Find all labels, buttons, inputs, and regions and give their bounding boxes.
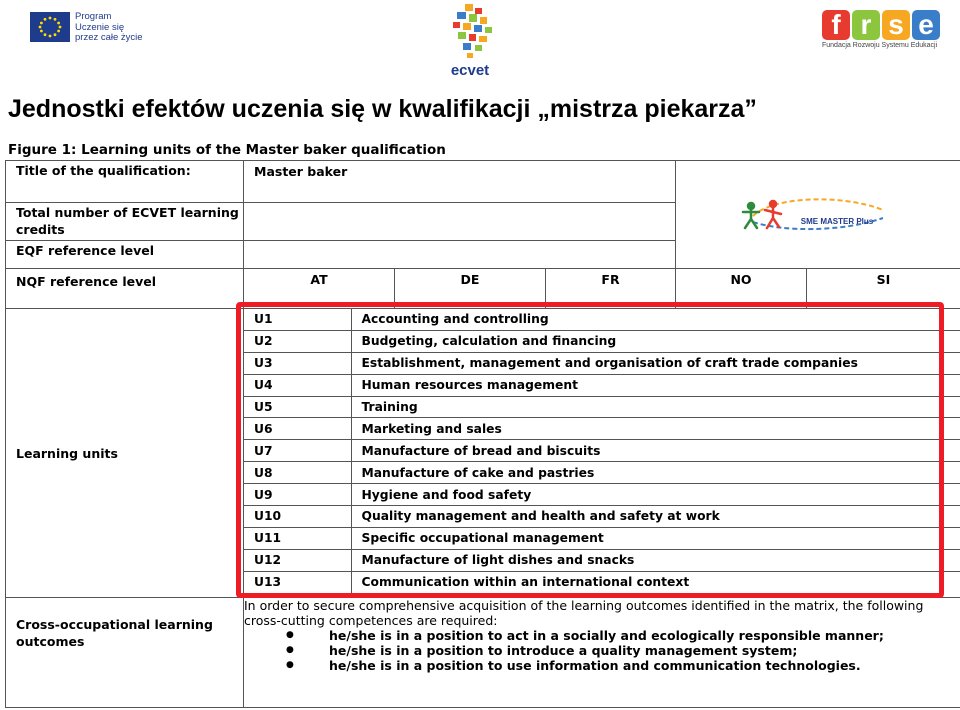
eu-flag-icon <box>30 12 70 42</box>
learning-unit-row <box>244 352 960 374</box>
learning-unit-name: Manufacture of light dishes and snacks <box>351 549 960 571</box>
cross-occupational-cell <box>244 598 960 708</box>
credits-value <box>244 203 676 241</box>
learning-unit-name: Specific occupational management <box>351 527 960 549</box>
cross-occupational-label: Cross-occupational learning outcomes <box>6 598 244 708</box>
learning-unit-code: U4 <box>244 374 351 396</box>
ecvet-mosaic-icon <box>453 4 492 58</box>
learning-unit-row <box>244 571 960 592</box>
learning-unit-code: U6 <box>244 418 351 440</box>
nqf-column-fr: FR <box>546 269 676 309</box>
title-label: Title of the qualification: <box>6 161 244 203</box>
learning-unit-code: U13 <box>244 571 351 592</box>
learning-unit-code: U5 <box>244 396 351 418</box>
learning-unit-code: U12 <box>244 549 351 571</box>
sme-master-logo-cell <box>676 161 960 269</box>
learning-unit-name: Communication within an international context <box>351 571 960 592</box>
learning-unit-code: U8 <box>244 462 351 484</box>
nqf-column-no: NO <box>676 269 807 309</box>
cross-occupational-intro: In order to secure comprehensive acquisition of the learning outcomes identified in the matrix, the following cross-cutting competences are required: <box>244 598 924 628</box>
eu-logo-line: Uczenie się <box>75 21 125 33</box>
learning-unit-row <box>244 374 960 396</box>
learning-unit-row <box>244 330 960 352</box>
eu-logo-line: przez całe życie <box>75 32 143 43</box>
frse-letter-r: r <box>852 10 880 40</box>
credits-label: Total number of ECVET learning credits <box>6 203 244 241</box>
sme-master-logo-text: SME MASTER Plus <box>800 216 874 226</box>
learning-unit-name: Hygiene and food safety <box>351 484 960 506</box>
eqf-value <box>244 241 676 269</box>
sme-master-plus-logo <box>733 192 903 238</box>
learning-unit-name: Establishment, management and organisation of craft trade companies <box>351 352 960 374</box>
learning-units-row <box>6 309 960 598</box>
learning-unit-name: Budgeting, calculation and financing <box>351 330 960 352</box>
eu-logo-text <box>75 12 143 44</box>
qualification-table <box>5 160 960 708</box>
learning-unit-code: U11 <box>244 527 351 549</box>
learning-units-label: Learning units <box>6 309 244 598</box>
nqf-column-de: DE <box>395 269 546 309</box>
cross-occupational-row <box>6 598 960 708</box>
learning-unit-row <box>244 440 960 462</box>
frse-logo <box>818 10 943 54</box>
title-value: Master baker <box>244 161 676 203</box>
learning-unit-row <box>244 462 960 484</box>
learning-units-body <box>244 309 960 593</box>
ecvet-logo <box>425 2 515 80</box>
eqf-label: EQF reference level <box>6 241 244 269</box>
nqf-label: NQF reference level <box>6 269 244 309</box>
ecvet-logo-text: ecvet <box>450 62 490 79</box>
learning-units-list <box>244 309 960 593</box>
learning-unit-code: U3 <box>244 352 351 374</box>
learning-unit-name: Manufacture of cake and pastries <box>351 462 960 484</box>
frse-letter-s: s <box>882 10 910 40</box>
frse-logo-subtitle: Fundacja Rozwoju Systemu Edukacji <box>822 42 938 49</box>
slide-header <box>0 0 960 82</box>
figure-green-icon <box>743 203 759 228</box>
learning-unit-name: Training <box>351 396 960 418</box>
learning-unit-row <box>244 309 960 330</box>
slide-title: Jednostki efektów uczenia się w kwalifikacji „mistrza piekarza” <box>8 95 757 123</box>
learning-unit-code: U10 <box>244 506 351 528</box>
learning-unit-row <box>244 418 960 440</box>
nqf-column-at: AT <box>244 269 395 309</box>
eu-programme-logo <box>30 12 190 48</box>
learning-unit-code: U7 <box>244 440 351 462</box>
figure-red-icon <box>765 201 781 228</box>
figure-caption: Figure 1: Learning units of the Master baker qualification <box>8 142 446 158</box>
learning-unit-row <box>244 527 960 549</box>
learning-unit-name: Accounting and controlling <box>351 309 960 330</box>
frse-logo-word <box>822 10 940 40</box>
title-row <box>6 161 960 203</box>
eu-logo-line: Program <box>75 11 112 22</box>
learning-unit-name: Manufacture of bread and biscuits <box>351 440 960 462</box>
cross-occupational-item: ● he/she is in a position to act in a socially and ecologically responsible manner; <box>244 628 960 643</box>
cross-occupational-list <box>244 628 960 673</box>
learning-unit-name: Marketing and sales <box>351 418 960 440</box>
learning-units-cell <box>244 309 960 598</box>
learning-unit-row <box>244 484 960 506</box>
learning-unit-code: U9 <box>244 484 351 506</box>
frse-letter-f: f <box>822 10 850 40</box>
nqf-column-si: SI <box>807 269 960 309</box>
learning-unit-name: Human resources management <box>351 374 960 396</box>
learning-unit-row <box>244 506 960 528</box>
frse-letter-e: e <box>912 10 940 40</box>
qualification-table-wrapper <box>5 160 960 708</box>
learning-unit-row <box>244 396 960 418</box>
learning-unit-code: U1 <box>244 309 351 330</box>
nqf-row <box>6 269 960 309</box>
learning-unit-row <box>244 549 960 571</box>
learning-unit-name: Quality management and health and safety at work <box>351 506 960 528</box>
cross-occupational-item: ● he/she is in a position to introduce a quality management system; <box>244 643 960 658</box>
cross-occupational-item: ● he/she is in a position to use information and communication technologies. <box>244 658 960 673</box>
learning-unit-code: U2 <box>244 330 351 352</box>
